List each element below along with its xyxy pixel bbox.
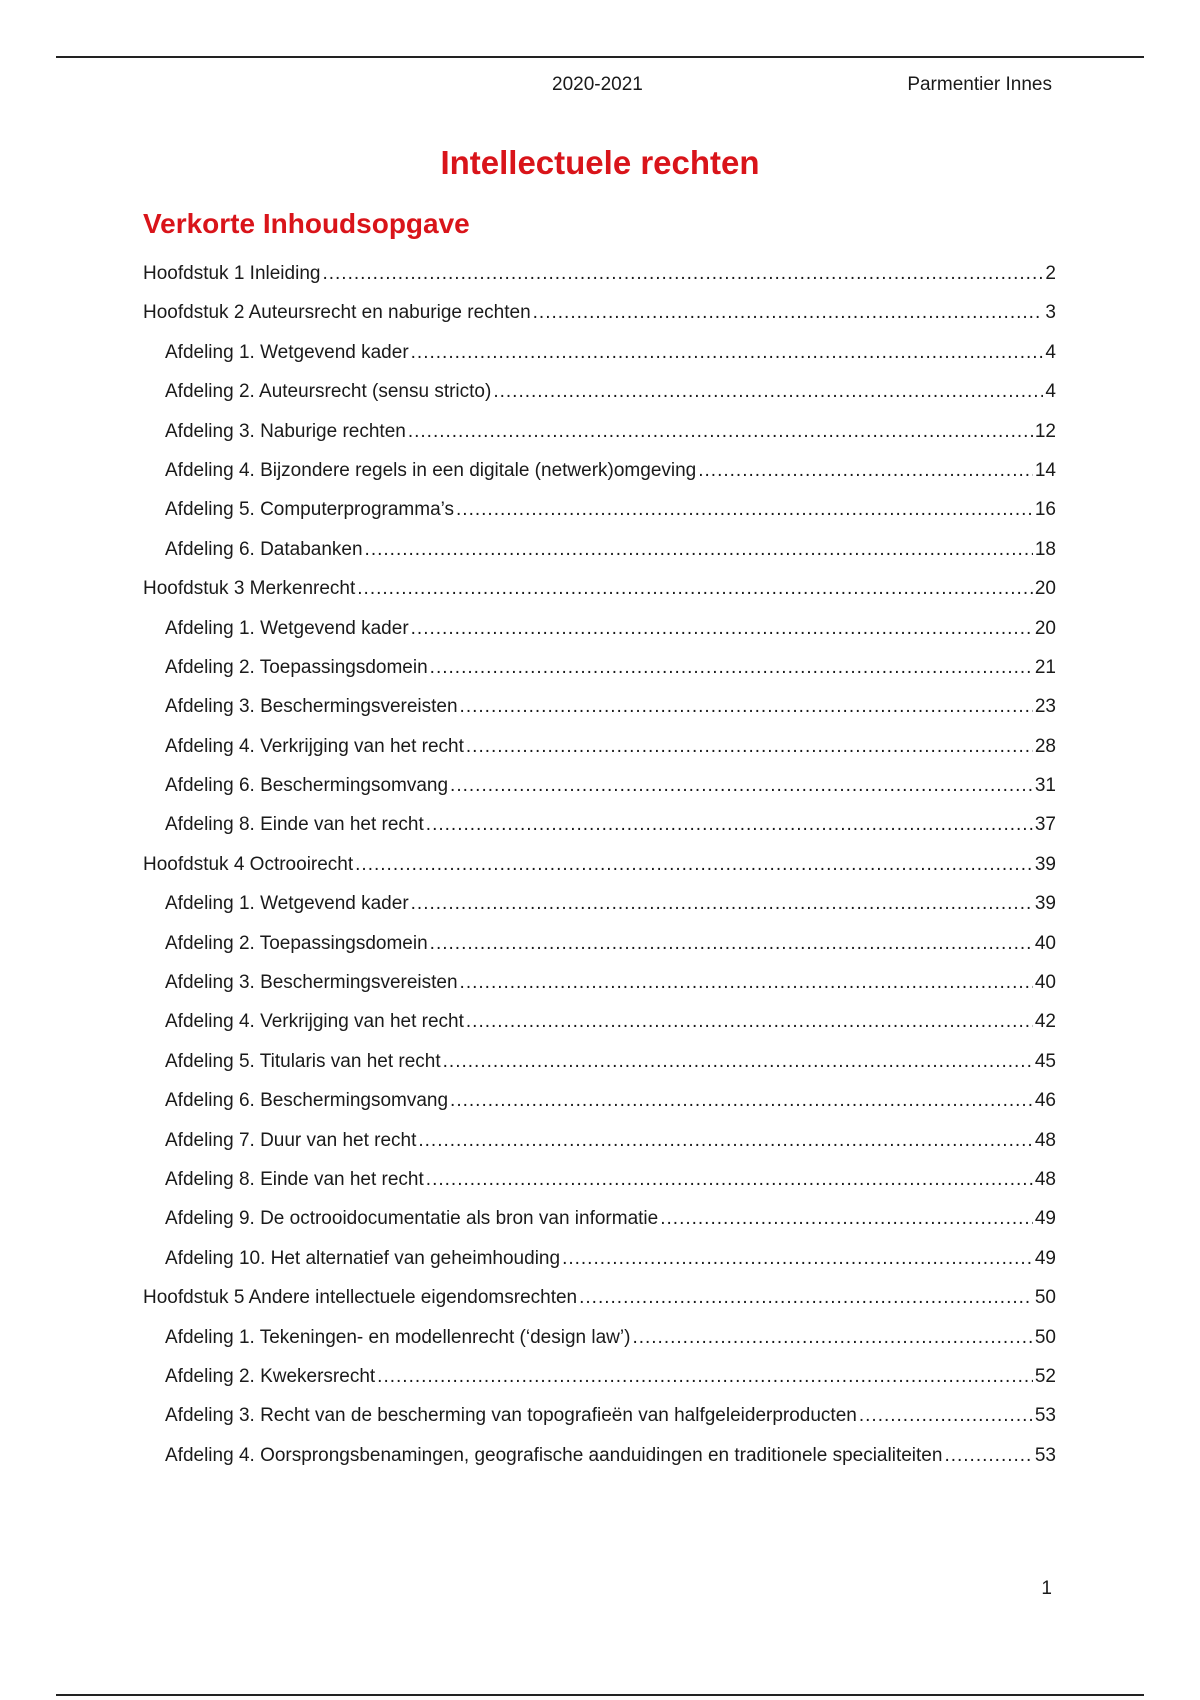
toc-section-entry[interactable] — [143, 696, 1056, 735]
toc-entry-label: Hoofdstuk 3 Merkenrecht — [143, 578, 356, 600]
toc-entry-label: Afdeling 7. Duur van het recht — [165, 1129, 417, 1151]
header-rule — [56, 56, 1144, 58]
toc-entry-page: 39 — [1034, 853, 1056, 875]
page-header — [0, 74, 1200, 100]
toc-dot-leader — [466, 1011, 1033, 1033]
document-title: Intellectuele rechten — [440, 144, 760, 181]
toc-section-entry[interactable] — [143, 1405, 1056, 1444]
toc-section-entry[interactable] — [143, 1366, 1056, 1405]
toc-entry-label: Afdeling 3. Beschermingsvereisten — [165, 972, 458, 994]
toc-chapter-entry[interactable] — [143, 263, 1056, 302]
toc-dot-leader — [698, 460, 1033, 482]
toc-dot-leader — [859, 1405, 1033, 1427]
toc-entry-label: Afdeling 4. Bijzondere regels in een digitale (netwerk)omgeving — [165, 459, 697, 481]
toc-dot-leader — [355, 854, 1033, 876]
toc-entry-page: 48 — [1034, 1168, 1056, 1190]
toc-chapter-entry[interactable] — [143, 1287, 1056, 1326]
toc-dot-leader — [466, 736, 1033, 758]
toc-entry-label: Afdeling 4. Oorsprongsbenamingen, geografische aanduidingen en traditionele specialiteiten — [165, 1444, 943, 1466]
toc-dot-leader — [365, 539, 1033, 561]
toc-dot-leader — [430, 657, 1033, 679]
toc-entry-label: Hoofdstuk 1 Inleiding — [143, 263, 321, 284]
toc-section-entry[interactable] — [143, 1445, 1056, 1484]
toc-entry-label: Afdeling 3. Beschermingsvereisten — [165, 696, 458, 718]
toc-dot-leader — [456, 499, 1033, 521]
toc-entry-label: Afdeling 4. Verkrijging van het recht — [165, 1011, 464, 1033]
toc-section-entry[interactable] — [143, 657, 1056, 696]
toc-dot-leader — [418, 1130, 1032, 1152]
toc-entry-label: Afdeling 6. Beschermingsomvang — [165, 775, 449, 797]
toc-dot-leader — [411, 342, 1044, 364]
toc-entry-label: Afdeling 2. Toepassingsdomein — [165, 932, 428, 954]
toc-entry-label: Afdeling 3. Naburige rechten — [165, 420, 406, 442]
toc-dot-leader — [460, 696, 1033, 718]
toc-entry-label: Afdeling 10. Het alternatief van geheimhouding — [165, 1247, 561, 1269]
toc-entry-label: Afdeling 1. Wetgevend kader — [165, 341, 409, 363]
toc-section-entry[interactable] — [143, 618, 1056, 657]
toc-dot-leader — [322, 263, 1043, 285]
toc-entry-label: Afdeling 9. De octrooidocumentatie als bron van informatie — [165, 1208, 659, 1230]
toc-entry-page: 53 — [1034, 1405, 1056, 1427]
toc-dot-leader — [660, 1208, 1033, 1230]
page-number: 1 — [1041, 1578, 1052, 1599]
toc-section-entry[interactable] — [143, 499, 1056, 538]
toc-section-entry[interactable] — [143, 1130, 1056, 1169]
toc-dot-leader — [632, 1327, 1032, 1349]
header-author: Parmentier Innes — [907, 74, 1052, 95]
toc-entry-page: 28 — [1034, 735, 1056, 757]
toc-section-entry[interactable] — [143, 1011, 1056, 1050]
toc-dot-leader — [430, 933, 1033, 955]
toc-heading: Verkorte Inhoudsopgave — [143, 208, 470, 239]
toc-dot-leader — [357, 578, 1033, 600]
toc-entry-label: Afdeling 5. Computerprogramma’s — [165, 499, 455, 521]
toc-section-entry[interactable] — [143, 1090, 1056, 1129]
toc-entry-page: 40 — [1034, 972, 1056, 994]
toc-dot-leader — [411, 893, 1033, 915]
toc-chapter-entry[interactable] — [143, 302, 1056, 341]
toc-entry-label: Afdeling 5. Titularis van het recht — [165, 1050, 441, 1072]
toc-dot-leader — [562, 1248, 1033, 1270]
toc-entry-label: Hoofdstuk 2 Auteursrecht en naburige rechten — [143, 302, 531, 324]
toc-dot-leader — [443, 1051, 1033, 1073]
toc-dot-leader — [426, 814, 1033, 836]
toc-section-entry[interactable] — [143, 1248, 1056, 1287]
toc-entry-label: Afdeling 6. Beschermingsomvang — [165, 1090, 449, 1112]
toc-entry-page: 50 — [1034, 1326, 1056, 1348]
toc-dot-leader — [408, 421, 1033, 443]
toc-entry-page: 52 — [1034, 1365, 1056, 1387]
toc-section-entry[interactable] — [143, 933, 1056, 972]
toc-entry-page: 18 — [1034, 538, 1056, 560]
toc-entry-label: Afdeling 1. Tekeningen- en modellenrecht (‘design law’) — [165, 1326, 631, 1348]
toc-entry-page: 40 — [1034, 932, 1056, 954]
toc-entry-page: 21 — [1034, 656, 1056, 678]
toc-entry-page: 3 — [1045, 302, 1056, 324]
toc-section-entry[interactable] — [143, 1169, 1056, 1208]
toc-entry-page: 39 — [1034, 893, 1056, 915]
toc-section-entry[interactable] — [143, 736, 1056, 775]
toc-dot-leader — [533, 302, 1044, 324]
toc-chapter-entry[interactable] — [143, 578, 1056, 617]
toc-entry-page: 14 — [1034, 459, 1056, 481]
toc-entry-page: 45 — [1034, 1050, 1056, 1072]
toc-entry-label: Afdeling 1. Wetgevend kader — [165, 617, 409, 639]
toc-section-entry[interactable] — [143, 381, 1056, 420]
toc-entry-page: 31 — [1034, 775, 1056, 797]
table-of-contents — [143, 263, 1056, 1484]
toc-entry-page: 50 — [1034, 1287, 1056, 1309]
toc-entry-label: Afdeling 2. Auteursrecht (sensu stricto) — [165, 381, 492, 403]
toc-entry-label: Afdeling 2. Toepassingsdomein — [165, 656, 428, 678]
toc-entry-page: 20 — [1034, 617, 1056, 639]
toc-entry-page: 48 — [1034, 1129, 1056, 1151]
header-year: 2020-2021 — [552, 74, 643, 95]
toc-entry-label: Afdeling 6. Databanken — [165, 538, 363, 560]
toc-entry-label: Afdeling 2. Kwekersrecht — [165, 1365, 376, 1387]
toc-entry-page: 53 — [1034, 1444, 1056, 1466]
toc-entry-page: 49 — [1034, 1208, 1056, 1230]
toc-section-entry[interactable] — [143, 539, 1056, 578]
toc-entry-label: Afdeling 1. Wetgevend kader — [165, 893, 409, 915]
toc-section-entry[interactable] — [143, 775, 1056, 814]
toc-dot-leader — [377, 1366, 1033, 1388]
toc-dot-leader — [460, 972, 1033, 994]
toc-section-entry[interactable] — [143, 1208, 1056, 1247]
toc-entry-page: 20 — [1034, 578, 1056, 600]
toc-entry-label: Afdeling 8. Einde van het recht — [165, 814, 424, 836]
toc-dot-leader — [493, 381, 1043, 403]
toc-entry-page: 4 — [1045, 381, 1056, 403]
toc-entry-page: 42 — [1034, 1011, 1056, 1033]
toc-entry-label: Afdeling 4. Verkrijging van het recht — [165, 735, 464, 757]
toc-entry-page: 23 — [1034, 696, 1056, 718]
toc-entry-page: 12 — [1034, 420, 1056, 442]
toc-entry-label: Afdeling 8. Einde van het recht — [165, 1168, 424, 1190]
toc-dot-leader — [579, 1287, 1033, 1309]
toc-entry-label: Hoofdstuk 5 Andere intellectuele eigendomsrechten — [143, 1287, 578, 1309]
toc-entry-page: 37 — [1034, 814, 1056, 836]
footer-rule — [56, 1694, 1144, 1696]
toc-section-entry[interactable] — [143, 460, 1056, 499]
toc-dot-leader — [944, 1445, 1032, 1467]
toc-dot-leader — [450, 775, 1033, 797]
toc-section-entry[interactable] — [143, 342, 1056, 381]
toc-entry-page: 49 — [1034, 1247, 1056, 1269]
toc-section-entry[interactable] — [143, 893, 1056, 932]
toc-section-entry[interactable] — [143, 972, 1056, 1011]
toc-dot-leader — [426, 1169, 1033, 1191]
toc-entry-page: 46 — [1034, 1090, 1056, 1112]
toc-entry-page: 2 — [1045, 263, 1056, 284]
toc-section-entry[interactable] — [143, 1051, 1056, 1090]
toc-section-entry[interactable] — [143, 814, 1056, 853]
toc-dot-leader — [411, 618, 1033, 640]
toc-entry-page: 16 — [1034, 499, 1056, 521]
toc-dot-leader — [450, 1090, 1033, 1112]
toc-chapter-entry[interactable] — [143, 854, 1056, 893]
toc-section-entry[interactable] — [143, 421, 1056, 460]
toc-entry-label: Hoofdstuk 4 Octrooirecht — [143, 853, 354, 875]
toc-entry-page: 4 — [1045, 341, 1056, 363]
toc-section-entry[interactable] — [143, 1327, 1056, 1366]
toc-entry-label: Afdeling 3. Recht van de bescherming van topografieën van halfgeleiderproducten — [165, 1405, 857, 1427]
